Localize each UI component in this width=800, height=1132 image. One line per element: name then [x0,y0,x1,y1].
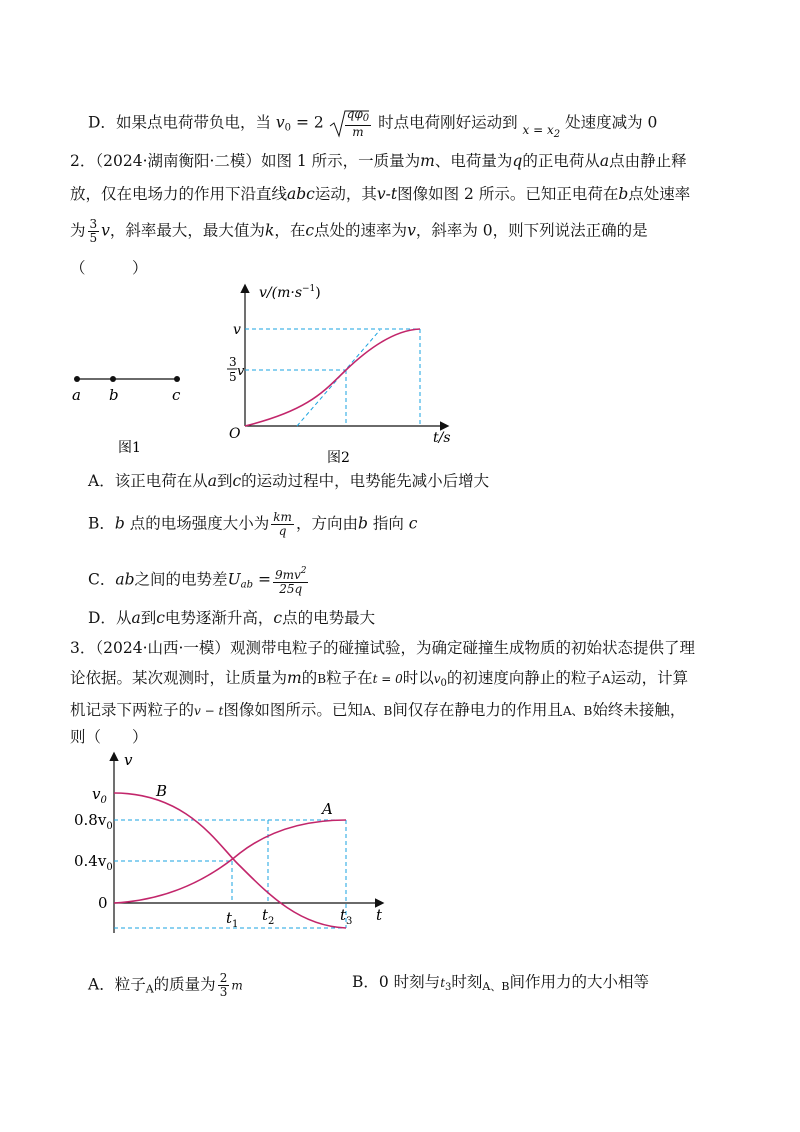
point-a-dot [74,376,80,382]
q3-stem-line4: 则（ ） [70,728,148,746]
tick-0: 0 [98,894,108,912]
q2-stem-line1: 2．（2024·湖南衡阳·二模）如图 1 所示，一质量为m、电荷量为q的正电荷从a点由静止释 [70,152,687,170]
y-axis-label: v [124,751,133,769]
tick-08v0: $0.8v_0$ [74,811,113,832]
curve-a [114,820,346,903]
figure-1-caption: 图1 [118,440,141,455]
tick-frac-v: v [237,364,245,379]
point-b-dot [110,376,116,382]
y-axis-label: $v/(m\cdot s^{-1})$ [259,284,321,301]
q1-option-d: D．如果点电荷带负电，当 $v_0 = 2$ $\frac{q\varphi_0}{m}$ 时点电荷刚好运动到 $_{x = x_2}$ 处速度减为 0 [88,107,658,140]
q2-stem-line3: 为 $\frac{3}{5}$ v，斜率最大，最大值为k，在c点处的速率为v，斜率为 0，则下列说法正确的是 [70,217,648,245]
figure-2-caption: 图2 [327,450,350,466]
q2-option-c[interactable]: C．ab之间的电势差$U_{ab}$ = $\frac{9mv^2}{25q}$ [88,566,307,596]
point-a-label: a [72,386,81,404]
point-c-dot [174,376,180,382]
q3-graph [70,748,400,948]
q2-answer-blank: （ ） [70,259,148,277]
tick-v: v [233,322,241,338]
q2-figure-2 [215,280,475,475]
tick-frac-num: 3 [229,355,237,369]
origin-label: O [229,426,241,442]
point-c-label: c [172,386,181,404]
tick-frac-den: 5 [229,370,237,384]
q2-option-b[interactable]: B．b 点的电场强度大小为 $\frac{km}{q}$ ，方向由b 指向 c [88,510,418,538]
point-b-label: b [109,386,119,404]
q2-option-d[interactable]: D．从a到c电势逐渐升高，c点的电势最大 [88,609,376,627]
tick-t3: $t_3$ [340,906,353,927]
q2-figure-1 [70,365,200,455]
v-t-curve [245,329,420,426]
tick-v0: $v_0$ [92,785,107,806]
curve-b-label: B [156,782,168,800]
q2-option-a[interactable]: A．该正电荷在从a到c的运动过程中，电势能先减小后增大 [88,472,490,490]
q3-option-a[interactable]: A．粒子$_A$的质量为 $\frac{2}{3}$ m [88,971,243,999]
x-axis-label: t [376,906,383,924]
tick-t2: $t_2$ [262,906,275,927]
q3-stem-line2: 论依据。某次观测时，让质量为m的B粒子在t = 0时以$v_0$的初速度向静止的粒子A运动，计算 [70,669,689,689]
tick-t1: $t_1$ [226,909,239,930]
q3-option-b[interactable]: B．0 时刻与$t_3$时刻$_{A、B}$间作用力的大小相等 [352,973,649,993]
q2-stem-line2: 放，仅在电场力的作用下沿直线abc运动，其v-t图像如图 2 所示。已知正电荷在b点处速率 [70,185,691,203]
q3-stem-line1: 3．（2024·山西·一模）观测带电粒子的碰撞试验，为确定碰撞生成物质的初始状态提供了理 [70,639,695,657]
q3-stem-line3: 机记录下两粒子的v − t图像如图所示。已知A、B间仅存在静电力的作用且A、B始终未接触， [70,701,686,719]
tick-04v0: $0.4v_0$ [74,852,113,873]
x-axis-label: t/s [433,430,451,446]
curve-a-label: A [322,800,333,818]
